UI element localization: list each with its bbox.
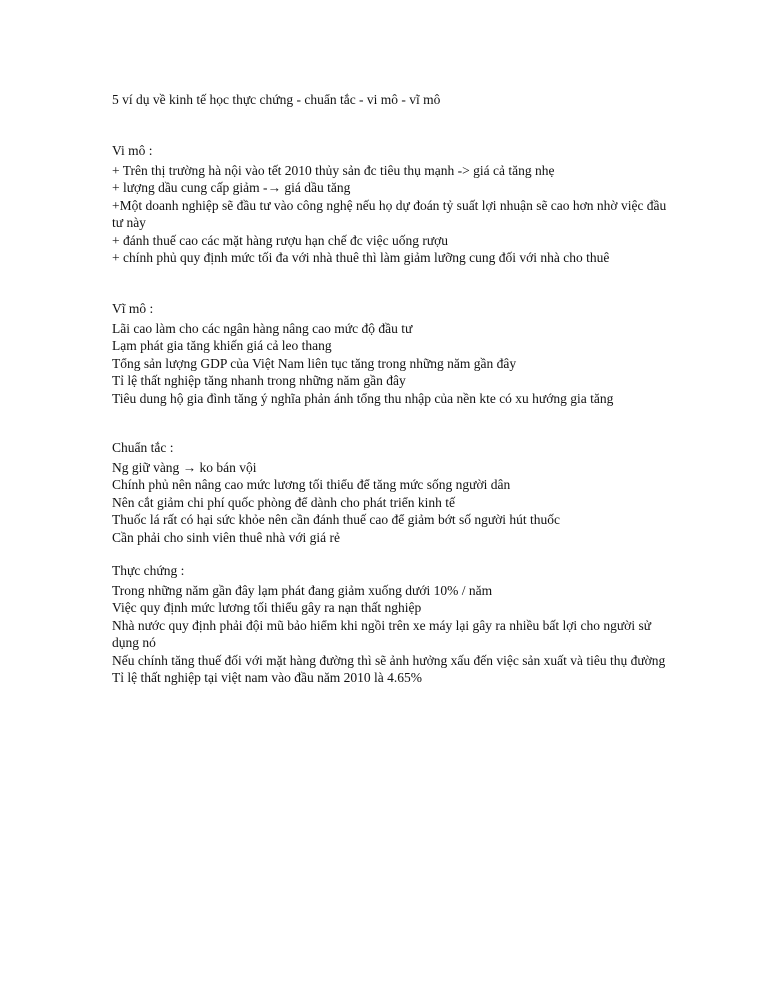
list-item: Tỉ lệ thất nghiệp tại việt nam vào đầu năm 2010 là 4.65% [112, 670, 423, 685]
list-item: Cần phải cho sinh viên thuê nhà với giá rẻ [112, 529, 340, 545]
section-vi-mo [112, 142, 672, 267]
section-heading: Vi mô : [112, 143, 153, 158]
list-item: + Trên thị trường hà nội vào tết 2010 thủy sản đc tiêu thụ mạnh -> giá cả tăng nhẹ [112, 162, 555, 178]
list-item: +Một doanh nghiệp sẽ đầu tư vào công nghệ nếu họ dự đoán tỷ suất lợi nhuận sẽ cao hơn nhờ việc đầu tư này [112, 197, 667, 230]
section-thuc-chung [112, 562, 672, 687]
section-heading: Chuẩn tắc : [112, 440, 174, 455]
section-heading: Vĩ mô : [112, 301, 154, 316]
list-item: Chính phủ nên nâng cao mức lương tối thiểu để tăng mức sống người dân [112, 477, 511, 492]
list-item: Tiêu dung hộ gia đình tăng ý nghĩa phản ánh tổng thu nhập của nền kte có xu hướng gia tăng [112, 390, 614, 406]
list-item: Nếu chính tăng thuế đối với mặt hàng đường thì sẽ ảnh hưởng xấu đến việc sản xuất và tiêu thụ đường [112, 652, 666, 668]
list-item: Việc quy định mức lương tối thiểu gây ra nạn thất nghiệp [112, 600, 422, 615]
list-item: Nên cắt giảm chi phí quốc phòng để dành cho phát triển kinh tế [112, 494, 456, 510]
section-chuan-tac [112, 439, 672, 546]
list-item: + đánh thuế cao các mặt hàng rượu hạn chế đc việc uống rượu [112, 232, 449, 248]
list-item: Lạm phát gia tăng khiến giá cả leo thang [112, 338, 332, 353]
list-item: + lượng dầu cung cấp giảm -→ giá dầu tăng [112, 180, 351, 195]
list-item: Tỉ lệ thất nghiệp tăng nhanh trong những năm gần đây [112, 373, 406, 388]
list-item: Lãi cao làm cho các ngân hàng nâng cao mức độ đầu tư [112, 320, 413, 336]
section-heading: Thực chứng : [112, 563, 185, 578]
list-item: Nhà nước quy định phải đội mũ bảo hiểm khi ngồi trên xe máy lại gây ra nhiều bất lợi cho người sử dụng nó [112, 617, 652, 650]
list-item: Thuốc lá rất có hại sức khỏe nên cần đánh thuế cao để giảm bớt số người hút thuốc [112, 512, 561, 527]
section-vi-mo-macro [112, 300, 672, 407]
list-item: Ng giữ vàng → ko bán vội [112, 459, 257, 475]
document-title: 5 ví dụ về kinh tế học thực chứng - chuẩn tắc - vi mô - vĩ mô [112, 92, 441, 107]
list-item: Trong những năm gần đây lạm phát đang giảm xuống dưới 10% / năm [112, 582, 493, 598]
list-item: Tổng sản lượng GDP của Việt Nam liên tục tăng trong những năm gần đây [112, 355, 517, 371]
list-item: + chính phủ quy định mức tối đa với nhà thuê thì làm giảm lưỡng cung đối với nhà cho thuê [112, 250, 610, 265]
